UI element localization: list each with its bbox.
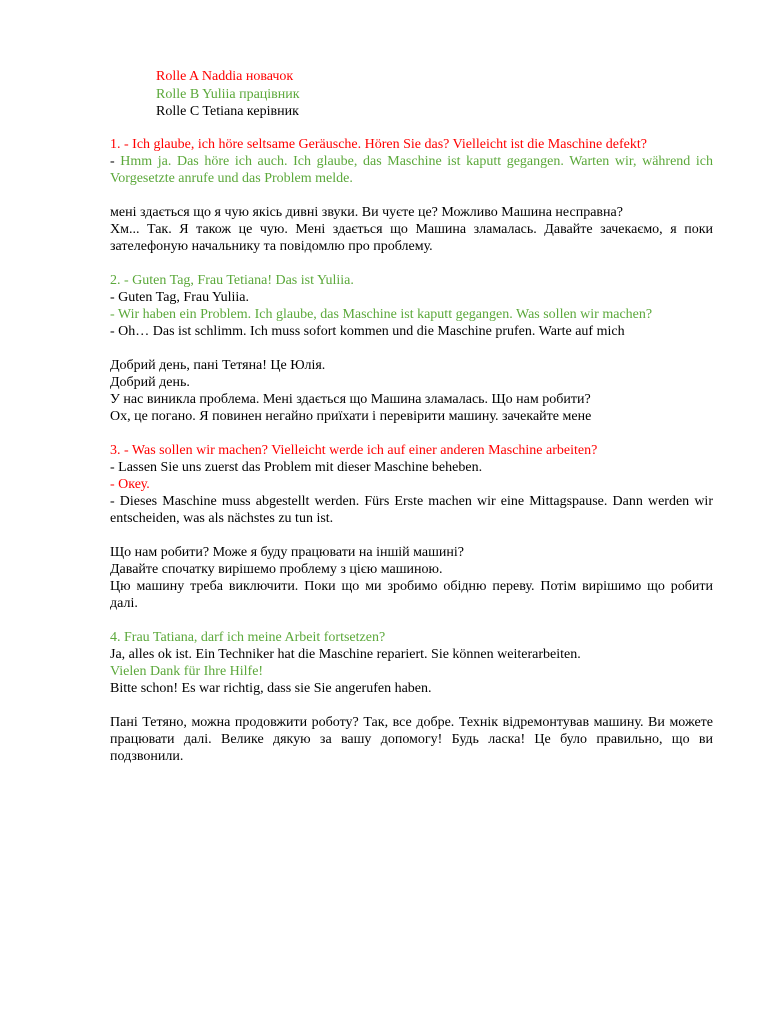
s2-line-1: 2. - Guten Tag, Frau Tetiana! Das ist Yuliia.	[110, 273, 354, 288]
spacer	[110, 425, 713, 442]
spacer	[110, 255, 713, 272]
s2-translation-2: Добрий день.	[110, 375, 190, 390]
s2-line-4: - Oh… Das ist schlimm. Ich muss sofort kommen und die Maschine prufen. Warte auf mich	[110, 324, 625, 339]
s3-translation-3: Цю машину треба виключити. Поки що ми зробимо обідню переву. Потім вирішимо що робити далі.	[110, 579, 713, 611]
spacer	[110, 187, 713, 204]
s2-line-2: - Guten Tag, Frau Yuliia.	[110, 290, 249, 305]
spacer	[110, 612, 713, 629]
spacer	[110, 697, 713, 714]
roles-list	[156, 68, 300, 121]
s3-line-4: - Dieses Maschine muss abgestellt werden. Fürs Erste machen wir eine Mittagspause. Dann werden wir entscheiden, was als nächstes zu tun ist.	[110, 494, 713, 526]
s4-line-2: Ja, alles ok ist. Ein Techniker hat die Maschine repariert. Sie können weiterarbeiten.	[110, 647, 581, 662]
s4-line-1: 4. Frau Tatiana, darf ich meine Arbeit fortsetzen?	[110, 630, 386, 645]
role-b: Rolle B Yuliia працівник	[156, 86, 300, 102]
spacer	[110, 340, 713, 357]
s1-translation-2: Хм... Так. Я також це чую. Мені здається що Машина зламалась. Давайте зачекаємо, я поки зателефоную начальнику та повідомлю про проблему.	[110, 222, 713, 254]
s1-dash: -	[110, 154, 121, 169]
s2-translation-4: Ох, це погано. Я повинен негайно приїхати і перевірити машину. зачекайте мене	[110, 409, 592, 424]
s2-line-3: - Wir haben ein Problem. Ich glaube, das Maschine ist kaputt gegangen. Was sollen wir machen?	[110, 307, 653, 322]
s2-translation-1: Добрий день, пані Тетяна! Це Юлія.	[110, 358, 326, 373]
s3-translation-2: Давайте спочатку вирішемо проблему з цією машиною.	[110, 562, 443, 577]
s3-translation-1: Що нам робити? Може я буду працювати на іншій машині?	[110, 545, 464, 560]
spacer	[110, 527, 713, 544]
s3-line-1: 3. - Was sollen wir machen? Vielleicht werde ich auf einer anderen Maschine arbeiten?	[110, 443, 598, 458]
s3-line-2: - Lassen Sie uns zuerst das Problem mit dieser Maschine beheben.	[110, 460, 483, 475]
s1-translation-1: мені здається що я чую якісь дивні звуки. Ви чуєте це? Можливо Машина несправна?	[110, 205, 623, 220]
s1-question: 1. - Ich glaube, ich höre seltsame Geräusche. Hören Sie das? Vielleicht ist die Maschine defekt?	[110, 137, 647, 152]
s3-line-3: - Океу.	[110, 477, 150, 492]
s1-answer	[110, 153, 713, 187]
s1-answer-text: Hmm ja. Das höre ich auch. Ich glaube, das Maschine ist kaputt gegangen. Warten wir, während ich Vorgesetzte anrufe und das Problem melde.	[110, 154, 714, 186]
s4-translation-1: Пані Тетяно, можна продовжити роботу? Так, все добре. Технік відремонтував машину. Ви можете працювати далі. Велике дякую за вашу допомогу! Будь ласка! Це було правильно, що ви подзвонили.	[110, 715, 713, 764]
role-c: Rolle C Tetiana керівник	[156, 104, 299, 119]
role-a: Rolle A Naddia новачок	[156, 69, 294, 84]
s4-line-3: Vielen Dank für Ihre Hilfe!	[110, 664, 264, 679]
s2-translation-3: У нас виникла проблема. Мені здається що Машина зламалась. Що нам робити?	[110, 392, 591, 407]
s4-line-4: Bitte schon! Es war richtig, dass sie Sie angerufen haben.	[110, 681, 432, 696]
dialogue-content	[110, 136, 713, 765]
